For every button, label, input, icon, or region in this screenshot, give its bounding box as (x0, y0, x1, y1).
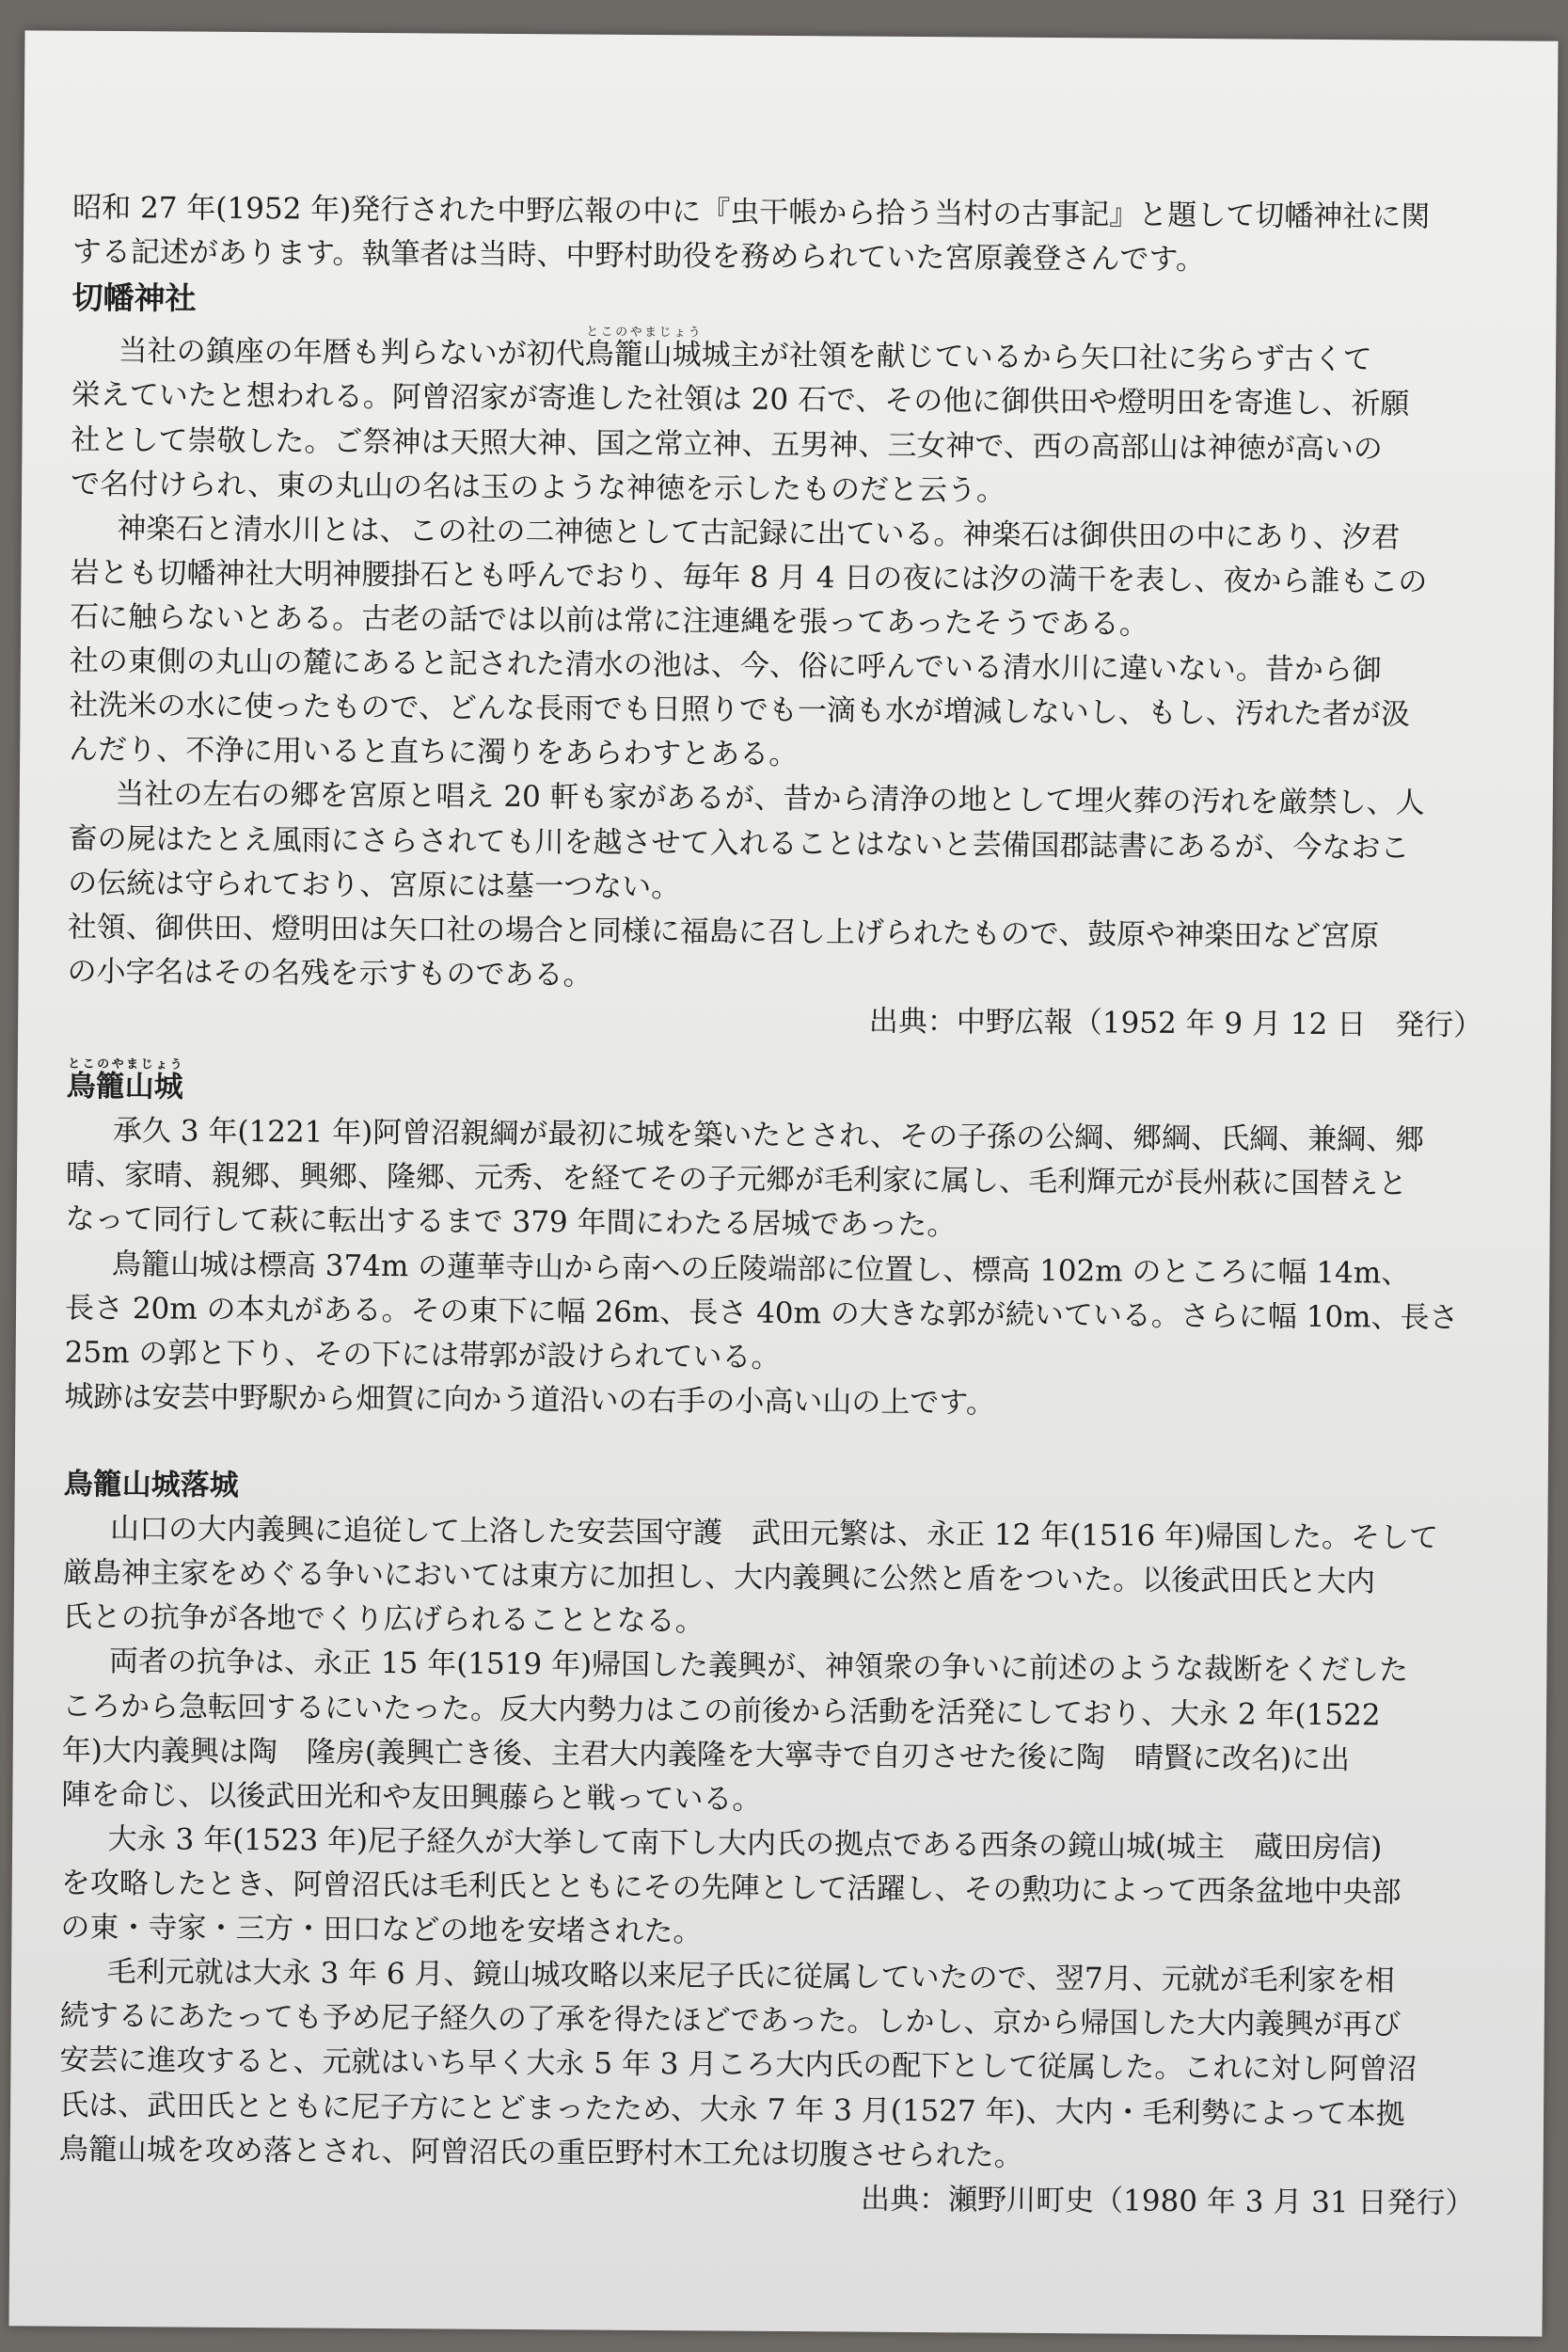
paragraph-line: 社として崇敬した。ご祭神は天照大神、国之常立神、五男神、三女神で、西の高部山は神徳が高いの (71, 422, 1383, 467)
paragraph-line: 続するにあたっても予め尼子経久の了承を得たほどであった。しかし、京から帰国した大内義興が再び (59, 1998, 1402, 2042)
paragraph-line: 氏との抗争が各地でくり広げられることとなる。 (62, 1599, 705, 1639)
paragraph-line: 25m の郭と下り、その下には帯郭が設けられている。 (64, 1335, 781, 1375)
paper-sheet (9, 30, 1559, 2336)
source-citation: 出典：瀬野川町史（1980 年 3 月 31 日発行） (860, 2182, 1475, 2220)
paragraph-line: なって同行して萩に転出するまで 379 年間にわたる居城であった。 (65, 1202, 957, 1243)
paragraph-line: ころから急転回するにいたった。反大内勢力はこの前後から活動を活発にしており、大永 2 年(1522 (61, 1689, 1381, 1732)
paragraph-line: 城跡は安芸中野駅から畑賀に向かう道沿いの右手の小高い山の上です。 (64, 1379, 996, 1421)
section-title-tokonoyama-castle: 鳥籠山城とこのやまじょう (66, 1057, 183, 1104)
paragraph-line: の伝統は守られており、宮原には墓一つない。 (68, 866, 681, 904)
paragraph-line: 長さ 20m の本丸がある。その東下に幅 26m、長さ 40m の大きな郭が続いている。さらに幅 10m、長さ (64, 1291, 1459, 1335)
paragraph-line: 大永 3 年(1523 年)尼子経久が大挙して南下し大内氏の拠点である西条の鏡山城(城主 蔵田房信) (107, 1821, 1383, 1866)
paragraph-line: 承久 3 年(1221 年)阿曾沼親綱が最初に城を築いたとされ、その子孫の公綱、郷綱、氏綱、兼綱、郷 (112, 1114, 1425, 1157)
paragraph-line: 社洗米の水に使ったもので、どんな長雨でも日照りでも一滴も水が増減しないし、もし、汚れた者が汲 (69, 688, 1410, 732)
paragraph-line: 山口の大内義興に追従して上洛した安芸国守護 武田元繁は、永正 12 年(1516 年)帰国した。そして (109, 1512, 1439, 1555)
paragraph-line: の東・寺家・三方・田口などの地を安堵された。 (60, 1910, 703, 1949)
paragraph-line: を攻略したとき、阿曾沼氏は毛利氏とともにその先陣として活躍し、その勲功によって西条盆地中央部 (60, 1866, 1402, 1910)
paragraph-line: 安芸に進攻すると、元就はいち早く大永 5 年 3 月ころ大内氏の配下として従属した。これに対し阿曾沼 (59, 2043, 1418, 2088)
section-title-castle-fall: 鳥籠山城落城 (63, 1467, 239, 1502)
paragraph-line: 当社の左右の郷を宮原と唱え 20 軒も家があるが、昔から清浄の地として埋火葬の汚れを厳禁し、人 (115, 777, 1425, 821)
paragraph-line: 社領、御供田、燈明田は矢口社の場合と同様に福島に召し上げられたもので、鼓原や神楽田など宮原 (67, 910, 1380, 954)
paragraph-line: 石に触らないとある。古老の話では以前は常に注連縄を張ってあったそうである。 (70, 599, 1148, 642)
paragraph-line: の小字名はその名残を示すものである。 (67, 954, 593, 993)
paragraph-line: 岩とも切幡神社大明神腰掛石とも呼んでおり、毎年 8 月 4 日の夜には汐の満干を表し、夜から誰もこの (70, 555, 1428, 599)
paragraph-line: 毛利元就は大永 3 年 6 月、鏡山城攻略以来尼子氏に従属していたので、翌7月、元就が毛利家を相 (106, 1955, 1395, 1998)
paragraph-line: 畜の屍はたとえ風雨にさらされても川を越させて入れることはないと芸備国郡誌書にあるが、今なおこ (68, 821, 1410, 866)
paragraph-line: 鳥籠山城は標高 374m の蓮華寺山から南への丘陵端部に位置し、標高 102m のところに幅 14m、 (111, 1247, 1411, 1291)
paragraph-line: 年)大内義興は陶 隆房(義興亡き後、主君大内義隆を大寧寺で自刃させた後に陶 晴賢に改名)に出 (61, 1733, 1351, 1776)
paragraph-line: 厳島神主家をめぐる争いにおいては東方に加担し、大内義興に公然と盾をついた。以後武田氏と大内 (62, 1555, 1376, 1599)
source-citation: 出典：中野広報（1952 年 9 月 12 日 発行） (868, 1004, 1483, 1043)
paragraph-line: 神楽石と清水川とは、この社の二神徳として古記録に出ている。神楽石は御供田の中にあり、汐君 (117, 511, 1401, 555)
paragraph-line: 晴、家晴、親郷、興郷、隆郷、元秀、を経てその子元郷が毛利家に属し、毛利輝元が長州萩に国替えと (65, 1158, 1408, 1201)
paragraph-line: 陣を命じ、以後武田光和や友田興藤らと戦っている。 (61, 1777, 762, 1817)
paragraph-line: 当社の鎮座の年暦も判らないが初代鳥籠山城とこのやまじょう城主が社領を献じているから矢口社に劣らず古くて (118, 325, 1372, 377)
document-body (58, 186, 1516, 2227)
paragraph-line: 栄えていたと想われる。阿曾沼家が寄進した社領は 20 石で、その他に御供田や燈明田を寄進し、祈願 (71, 378, 1410, 422)
section-title-kirihata-shrine: 切幡神社 (71, 278, 197, 317)
ruby-term: 鳥籠山城とこのやまじょう (584, 325, 702, 373)
intro-line: する記述があります。執筆者は当時、中野村助役を務められていた宮原義登さんです。 (71, 234, 1206, 278)
intro-line: 昭和 27 年(1952 年)発行された中野広報の中に『虫干帳から拾う当村の古事記』と題して切幡神社に関 (72, 190, 1431, 234)
paragraph-line: 社の東側の丸山の麓にあると記された清水の池は、今、俗に呼んでいる清水川に違いない。昔から御 (69, 644, 1382, 688)
paragraph-line: 氏は、武田氏とともに尼子方にとどまったため、大永 7 年 3 月(1527 年)、大内・毛利勢によって本拠 (59, 2088, 1405, 2132)
paragraph-line: 両者の抗争は、永正 15 年(1519 年)帰国した義興が、神領衆の争いに前述のような裁断をくだした (108, 1645, 1409, 1689)
paragraph-line: んだり、不浄に用いると直ちに濁りをあらわすとある。 (69, 733, 799, 772)
paragraph-line: 鳥籠山城を攻め落とされ、阿曾沼氏の重臣野村木工允は切腹させられた。 (58, 2132, 1023, 2173)
paragraph-line: で名付けられ、東の丸山の名は玉のような神徳を示したものだと云う。 (71, 467, 1006, 508)
